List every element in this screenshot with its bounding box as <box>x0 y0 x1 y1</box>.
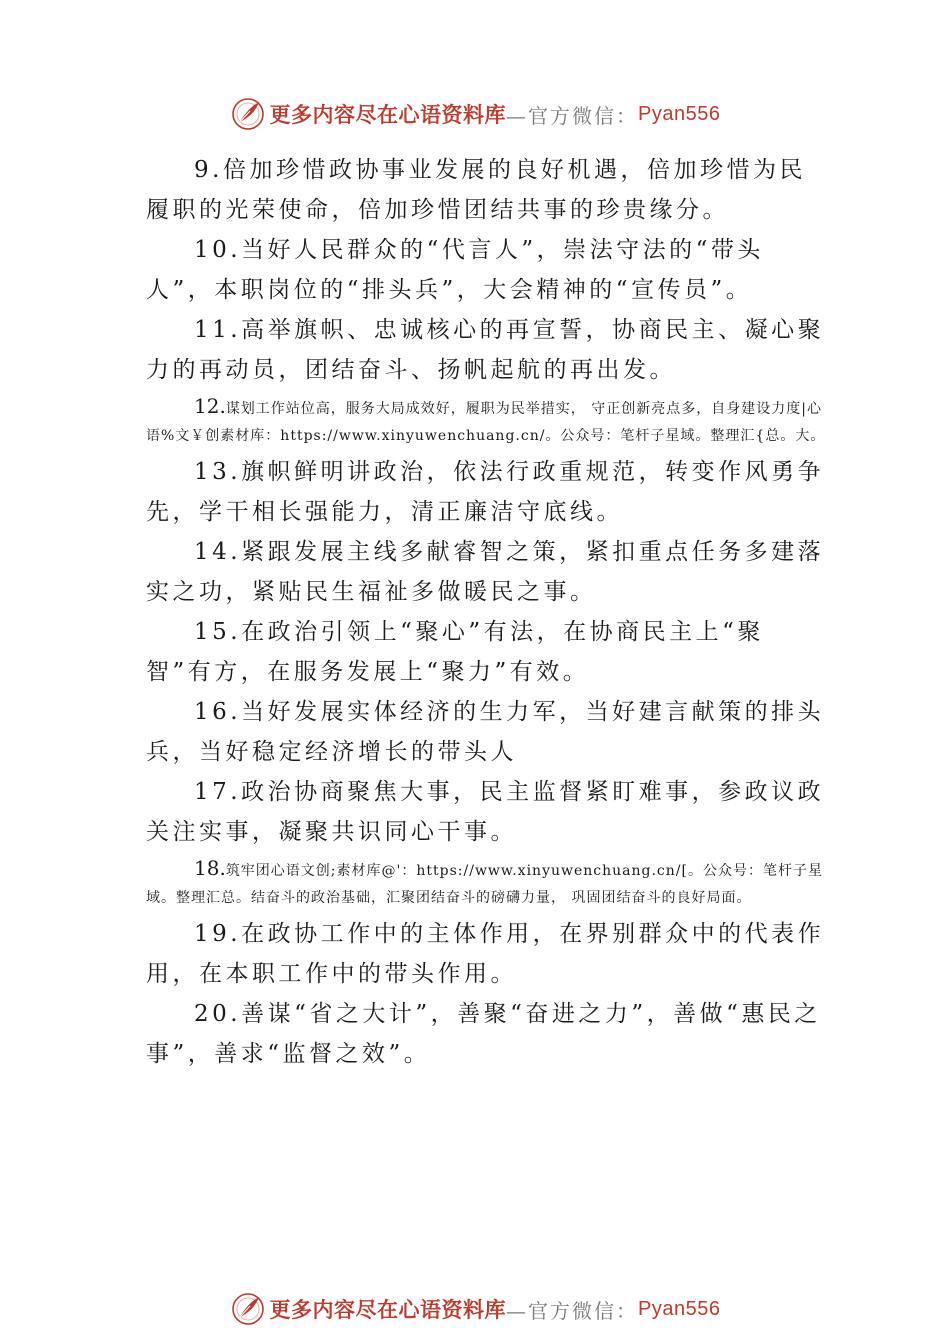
list-item <box>146 772 826 852</box>
banner-subtitle: —官方微信： <box>506 103 639 128</box>
list-item <box>146 612 826 692</box>
item-number: 13. <box>194 459 242 485</box>
list-item <box>146 532 826 612</box>
item-text: 当好人民群众的“代言人”，崇法守法的“带头人”，本职岗位的“排头兵”，大会精神的“宣传员”。 <box>146 237 764 303</box>
document-body <box>146 150 826 1074</box>
item-text: 旗帜鲜明讲政治，依法行政重规范，转变作风勇争先，学干相长强能力，清正廉洁守底线。 <box>146 459 825 525</box>
list-item <box>146 692 826 772</box>
item-number: 10. <box>194 237 242 263</box>
list-item <box>146 150 826 230</box>
banner-title: 更多内容尽在心语资料库 <box>269 102 507 127</box>
item-number: 20. <box>194 1001 242 1027</box>
item-number: 14. <box>194 539 242 565</box>
list-item <box>146 310 826 390</box>
item-text: 谋划工作站位高，服务大局成效好，履职为民举措实， 守正创新亮点多，自身建设力度|心语%文￥创素材库：https://www.xinyuwenchuang.cn/。公众号：笔杆子星域。整理汇{总。大。 <box>146 401 826 444</box>
item-text: 在政治引领上“聚心”有法，在协商民主上“聚智”有方，在服务发展上“聚力”有效。 <box>146 619 764 685</box>
item-text: 紧跟发展主线多献睿智之策，紧扣重点任务多建落实之功，紧贴民生福祉多做暖民之事。 <box>146 539 825 605</box>
item-text: 在政协工作中的主体作用，在界别群众中的代表作用，在本职工作中的带头作用。 <box>146 921 825 987</box>
footer-banner <box>0 1289 950 1329</box>
list-item <box>146 914 826 994</box>
list-item <box>146 994 826 1074</box>
item-number: 17. <box>194 779 242 805</box>
item-number: 16. <box>194 699 242 725</box>
list-item <box>146 230 826 310</box>
item-text: 筑牢团心语文创;素材库@'：https://www.xinyuwenchuang.cn/[。公众号：笔杆子星域。整理汇总。结奋斗的政治基础，汇聚团结奋斗的磅礴力量， 巩固团结奋斗的良好局面。 <box>146 863 823 906</box>
item-text: 当好发展实体经济的生力军，当好建言献策的排头兵，当好稳定经济增长的带头人 <box>146 699 825 765</box>
list-item <box>146 452 826 532</box>
item-text: 高举旗帜、忠诚核心的再宣誓，协商民主、凝心聚力的再动员，团结奋斗、扬帆起航的再出发。 <box>146 317 825 383</box>
item-number: 18. <box>194 856 226 880</box>
list-item <box>146 855 826 912</box>
header-banner <box>0 94 950 134</box>
item-text: 倍加珍惜政协事业发展的良好机遇，倍加珍惜为民履职的光荣使命，倍加珍惜团结共事的珍贵缘分。 <box>146 157 806 223</box>
wechat-id: Pyan556 <box>638 102 721 125</box>
list-item <box>146 393 826 450</box>
item-number: 9. <box>194 157 223 183</box>
feather-pen-logo-icon <box>230 1291 266 1327</box>
item-number: 12. <box>194 394 226 418</box>
banner-title: 更多内容尽在心语资料库 <box>269 1297 507 1322</box>
feather-pen-logo-icon <box>230 96 266 132</box>
item-text: 政治协商聚焦大事，民主监督紧盯难事，参政议政关注实事，凝聚共识同心干事。 <box>146 779 825 845</box>
item-number: 15. <box>194 619 242 645</box>
item-number: 19. <box>194 921 242 947</box>
item-text: 善谋“省之大计”，善聚“奋进之力”，善做“惠民之事”，善求“监督之效”。 <box>146 1001 821 1067</box>
banner-subtitle: —官方微信： <box>506 1298 639 1323</box>
wechat-id: Pyan556 <box>638 1297 721 1320</box>
item-number: 11. <box>194 317 242 343</box>
